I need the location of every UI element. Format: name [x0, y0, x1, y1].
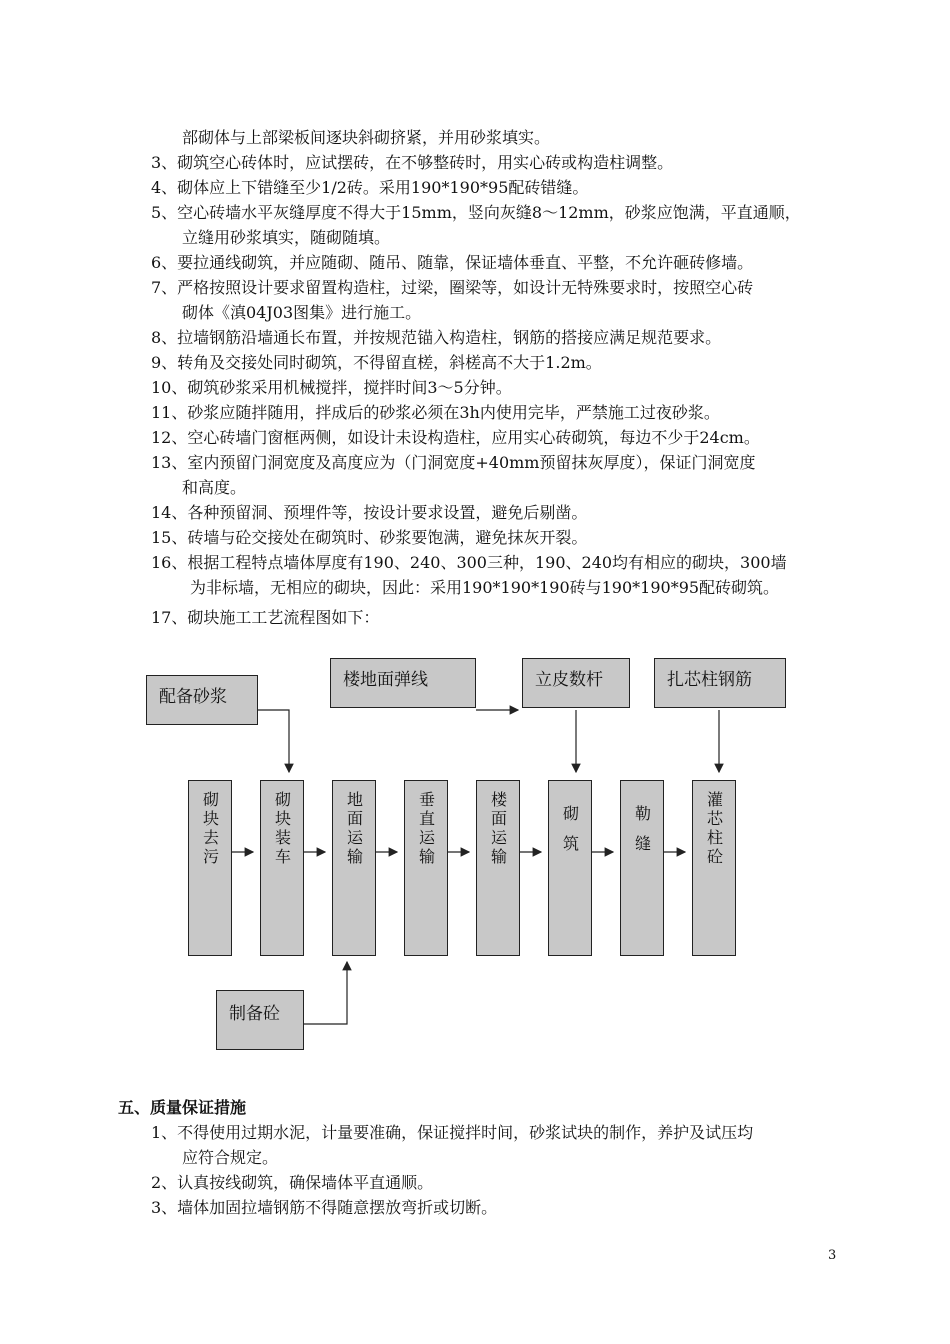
- step-label: 勒缝: [632, 805, 652, 865]
- core-rebar-box: [654, 658, 786, 708]
- body-line: 1、不得使用过期水泥，计量要准确，保证搅拌时间，砂浆试块的制作，养护及试压均: [151, 1123, 754, 1142]
- step-label: 垂直运输: [416, 791, 436, 867]
- body-line: 3、墙体加固拉墙钢筋不得随意摆放弯折或切断。: [151, 1198, 498, 1217]
- body-line: 为非标墙，无相应的砌块，因此：采用190*190*190砖与190*190*95配砖砌筑。: [190, 578, 780, 597]
- concrete-prep-label: 制备砼: [229, 1004, 280, 1024]
- step-box: [260, 780, 304, 956]
- step-box: [476, 780, 520, 956]
- body-line: 13、室内预留门洞宽度及高度应为（门洞宽度+40mm预留抹灰厚度），保证门洞宽度: [151, 453, 756, 472]
- body-line: 17、砌块施工工艺流程图如下：: [151, 608, 380, 627]
- body-line: 3、砌筑空心砖体时，应试摆砖，在不够整砖时，用实心砖或构造柱调整。: [151, 153, 674, 172]
- step-box: [692, 780, 736, 956]
- body-line: 15、砖墙与砼交接处在砌筑时、砂浆要饱满，避免抹灰开裂。: [151, 528, 588, 547]
- step-box: [332, 780, 376, 956]
- body-line: 14、各种预留洞、预埋件等，按设计要求设置，避免后剔凿。: [151, 503, 588, 522]
- step-label: 地面运输: [344, 791, 364, 867]
- concrete-prep-box: [216, 990, 304, 1050]
- step-label: 砌筑: [560, 805, 580, 865]
- mortar-prep-label: 配备砂浆: [159, 687, 227, 707]
- step-box: [620, 780, 664, 956]
- step-label: 灌芯柱砼: [704, 791, 724, 867]
- page-number: 3: [828, 1248, 837, 1263]
- body-line: 12、空心砖墙门窗框两侧，如设计未设构造柱，应用实心砖砌筑，每边不少于24cm。: [151, 428, 760, 447]
- body-line: 6、要拉通线砌筑，并应随砌、随吊、随靠，保证墙体垂直、平整，不允许砸砖修墙。: [151, 253, 754, 272]
- body-line: 应符合规定。: [182, 1148, 279, 1167]
- body-line: 7、严格按照设计要求留置构造柱，过梁，圈梁等，如设计无特殊要求时，按照空心砖: [151, 278, 754, 297]
- body-line: 砌体《滇04J03图集》进行施工。: [182, 303, 422, 322]
- floor-marking-label: 楼地面弹线: [343, 670, 428, 690]
- section-heading: 五、质量保证措施: [118, 1098, 247, 1117]
- step-label: 楼面运输: [488, 791, 508, 867]
- body-line: 10、砌筑砂浆采用机械搅拌，搅拌时间3～5分钟。: [151, 378, 512, 397]
- mortar-prep-box: [146, 675, 258, 725]
- step-box: [404, 780, 448, 956]
- body-line: 9、转角及交接处同时砌筑，不得留直槎，斜槎高不大于1.2m。: [151, 353, 602, 372]
- body-line: 4、砌体应上下错缝至少1/2砖。采用190*190*95配砖错缝。: [151, 178, 589, 197]
- body-line: 16、根据工程特点墙体厚度有190、240、300三种，190、240均有相应的砌块，300墙: [151, 553, 787, 572]
- body-line: 8、拉墙钢筋沿墙通长布置，并按规范锚入构造柱，钢筋的搭接应满足规范要求。: [151, 328, 722, 347]
- body-line: 和高度。: [182, 478, 247, 497]
- core-rebar-label: 扎芯柱钢筋: [667, 670, 752, 690]
- step-label: 砌块装车: [272, 791, 292, 867]
- step-box: [188, 780, 232, 956]
- body-line: 11、砂浆应随拌随用，拌成后的砂浆必须在3h内使用完毕，严禁施工过夜砂浆。: [151, 403, 720, 422]
- body-line: 立缝用砂浆填实，随砌随填。: [182, 228, 391, 247]
- level-rod-label: 立皮数杆: [535, 670, 603, 690]
- level-rod-box: [522, 658, 630, 708]
- floor-marking-box: [330, 658, 476, 708]
- body-line: 部砌体与上部梁板间逐块斜砌挤紧，并用砂浆填实。: [182, 128, 551, 147]
- step-box: [548, 780, 592, 956]
- body-line: 2、认真按线砌筑，确保墙体平直通顺。: [151, 1173, 434, 1192]
- step-label: 砌块去污: [200, 791, 220, 867]
- body-line: 5、空心砖墙水平灰缝厚度不得大于15mm，竖向灰缝8～12mm，砂浆应饱满，平直通顺，: [151, 203, 801, 222]
